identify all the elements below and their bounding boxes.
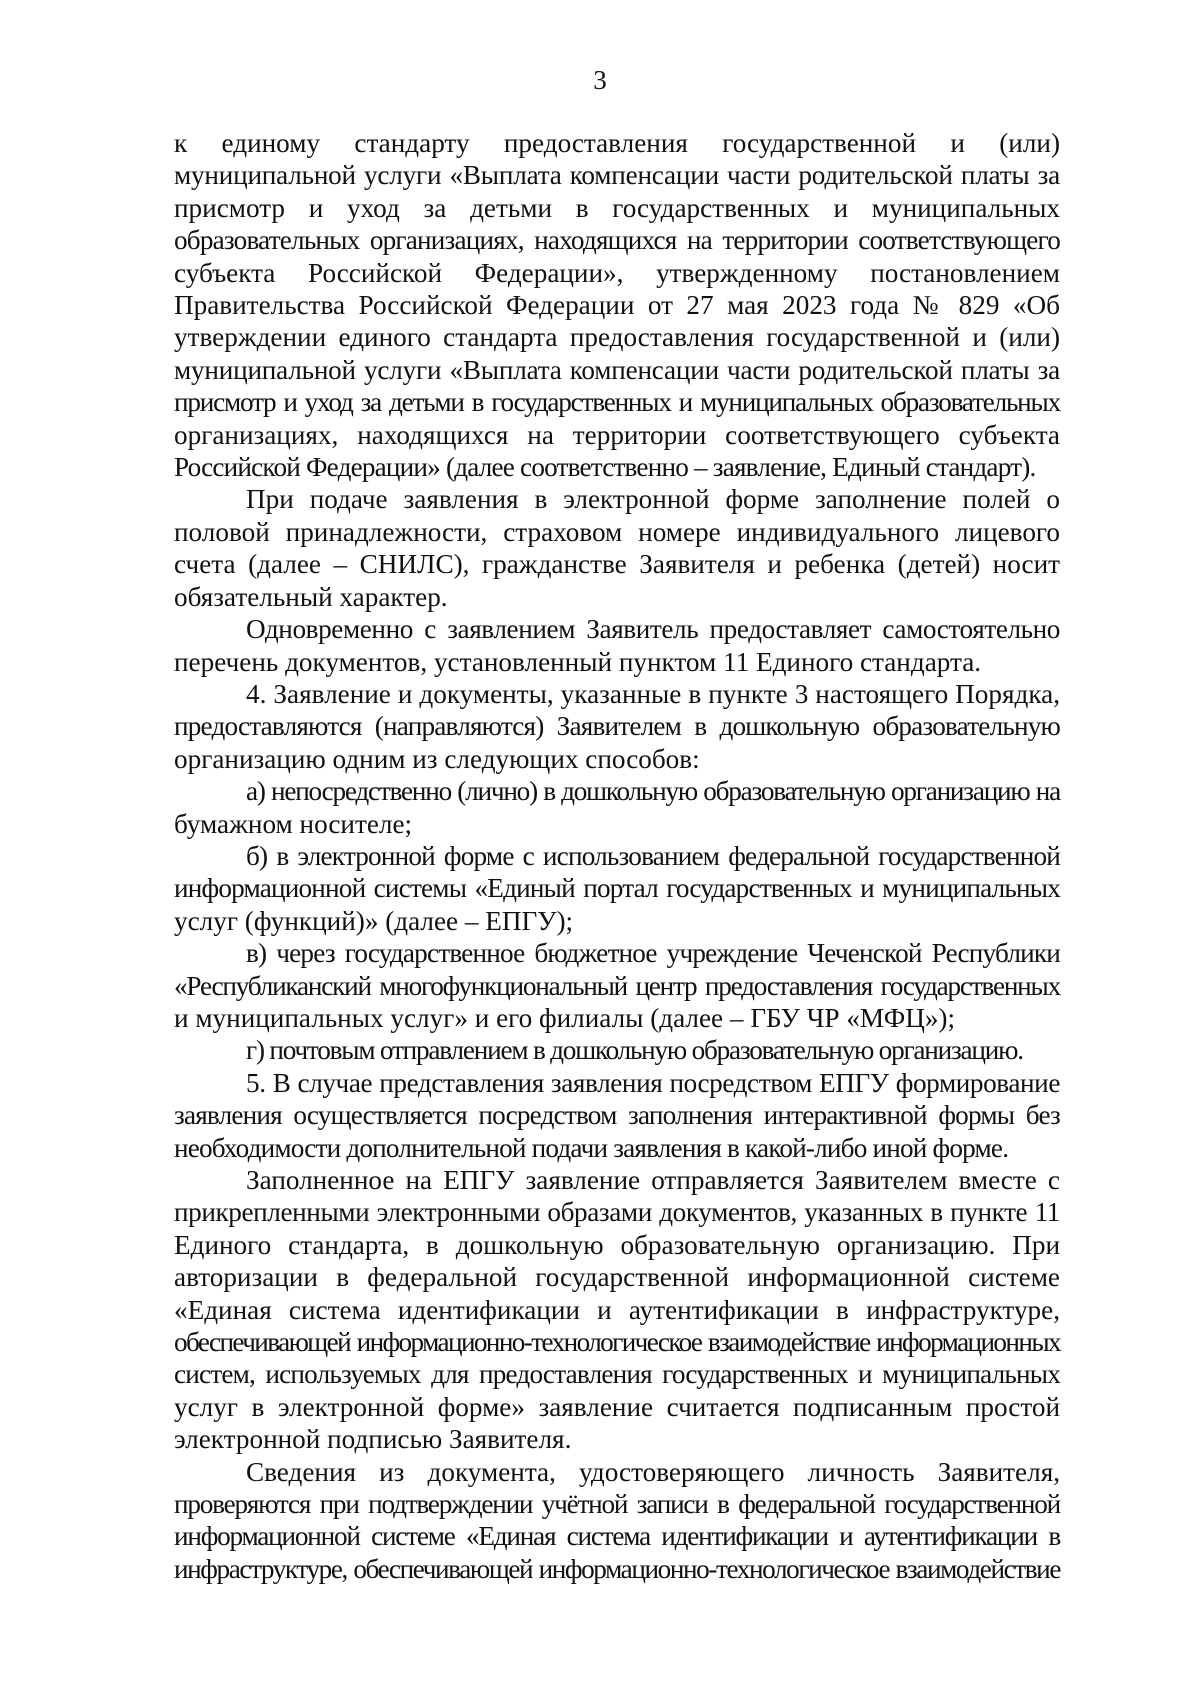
text-line: к единому стандарту предоставления государственной и (или) [174, 128, 1060, 158]
text-line: утверждении единого стандарта предоставления государственной и (или) [174, 322, 1060, 353]
text-line: Правительства Российской Федерации от 27 мая 2023 года № 829 «Об [174, 290, 1060, 321]
text-line: перечень документов, установленный пунктом 11 Единого стандарта. [174, 646, 982, 677]
document-body [174, 127, 1060, 1585]
text-line: систем, используемых для предоставления государственных и муниципальных [174, 1359, 1060, 1390]
text-line: счета (далее – СНИЛС), гражданстве Заявителя и ребенка (детей) носит [174, 549, 1060, 580]
text-line: 4. Заявление и документы, указанные в пункте 3 настоящего Порядка, [246, 678, 1060, 709]
text-line: авторизации в федеральной государственной информационной системе [174, 1262, 1060, 1293]
text-line: услуг в электронной форме» заявление считается подписанным простой [174, 1391, 1060, 1422]
text-line: организациях, находящихся на территории соответствующего субъекта [174, 419, 1060, 450]
text-line: необходимости дополнительной подачи заявления в какой-либо иной форме. [174, 1132, 1009, 1163]
text-line: прикрепленными электронными образами документов, указанных в пункте 11 [174, 1197, 1060, 1228]
text-line: а) непосредственно (лично) в дошкольную образовательную организацию на [246, 776, 1060, 807]
text-line: Заполненное на ЕПГУ заявление отправляется Заявителем вместе с [246, 1165, 1060, 1195]
text-line: Сведения из документа, удостоверяющего личность Заявителя, [246, 1456, 1060, 1487]
text-line: в) через государственное бюджетное учреждение Чеченской Республики [246, 938, 1060, 969]
text-line: Российской Федерации» (далее соответственно – заявление, Единый стандарт). [174, 452, 1036, 483]
text-line: При подаче заявления в электронной форме заполнение полей о [246, 484, 1060, 515]
text-line: половой принадлежности, страховом номере индивидуального лицевого [174, 516, 1060, 547]
text-line: бумажном носителе; [174, 808, 413, 839]
text-line: присмотр и уход за детьми в государственных и муниципальных образовательных [174, 387, 1060, 418]
text-line: субъекта Российской Федерации», утвержденному постановлением [174, 257, 1060, 288]
text-line: заявления осуществляется посредством заполнения интерактивной формы без [174, 1100, 1060, 1131]
text-line: образовательных организациях, находящихся на территории соответствующего [174, 225, 1060, 256]
text-line: и муниципальных услуг» и его филиалы (далее – ГБУ ЧР «МФЦ»); [174, 1002, 956, 1033]
text-line: предоставляются (направляются) Заявителем в дошкольную образовательную [174, 711, 1060, 742]
text-line: Одновременно с заявлением Заявитель предоставляет самостоятельно [246, 614, 1060, 645]
text-line: информационной системе «Единая система идентификации и аутентификации в [174, 1521, 1060, 1552]
text-line: инфраструктуре, обеспечивающей информационно-технологическое взаимодействие [174, 1553, 1060, 1584]
text-line: 5. В случае представления заявления посредством ЕПГУ формирование [246, 1067, 1060, 1098]
text-line: обязательный характер. [174, 581, 448, 612]
text-line: проверяются при подтверждении учётной записи в федеральной государственной [174, 1489, 1060, 1520]
text-line: услуг (функций)» (далее – ЕПГУ); [174, 905, 574, 936]
page-number: 3 [593, 65, 607, 95]
text-line: организацию одним из следующих способов: [174, 743, 700, 774]
text-line: муниципальной услуги «Выплата компенсации части родительской платы за [174, 354, 1060, 385]
text-line: обеспечивающей информационно-технологическое взаимодействие информационных [174, 1327, 1060, 1358]
text-line: г) почтовым отправлением в дошкольную образовательную организацию. [246, 1035, 1023, 1066]
text-line: присмотр и уход за детьми в государственных и муниципальных [174, 192, 1060, 223]
text-line: муниципальной услуги «Выплата компенсации части родительской платы за [174, 160, 1060, 191]
text-line: б) в электронной форме с использованием федеральной государственной [246, 840, 1060, 871]
text-line: электронной подписью Заявителя. [174, 1424, 572, 1455]
text-line: «Единая система идентификации и аутентификации в инфраструктуре, [174, 1294, 1060, 1325]
text-line: «Республиканский многофункциональный центр предоставления государственных [174, 970, 1060, 1001]
text-line: Единого стандарта, в дошкольную образовательную организацию. При [174, 1229, 1060, 1260]
text-line: информационной системы «Единый портал государственных и муниципальных [174, 873, 1060, 904]
